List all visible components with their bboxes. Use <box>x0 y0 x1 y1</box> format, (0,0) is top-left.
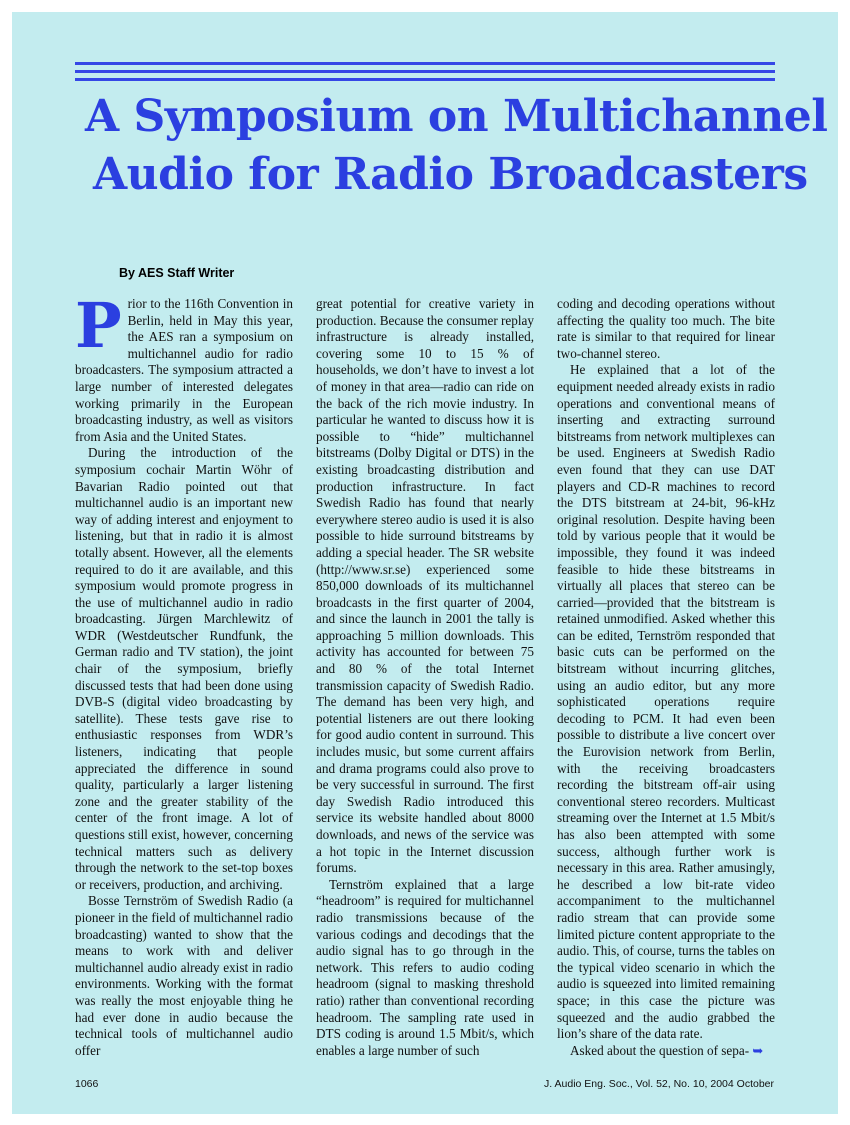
header-rule-1 <box>75 62 775 65</box>
page-number: 1066 <box>75 1078 99 1090</box>
paragraph: Bosse Ternström of Swedish Radio (a pioneer in the field of multichannel radio broadcasting) wanted to show that the means to work with and deliver multichannel audio already exist in radio environments. Working with the format was really the most enjoyable thing he had ever done in audio because the technical tools of multichannel audio offer <box>75 893 293 1058</box>
paragraph <box>557 1043 775 1061</box>
paragraph: coding and decoding operations without affecting the quality too much. The bite rate is similar to that required for linear two-channel stereo. <box>557 296 775 361</box>
paragraph: During the introduction of the symposium cochair Martin Wöhr of Bavarian Radio pointed out that multichannel audio is an important new way of adding interest and enjoyment to listening, but that in radio it is almost totally absent. However, all the elements required to do it are available, and this symposium would promote progress in the use of multichannel audio in radio broadcasting. Jürgen Marchlewitz of WDR (Westdeutscher Rundfunk, the German radio and TV station), the joint chair of the symposium, briefly discussed tests that had been done using DVB-S (digital video broadcasting by satellite). These tests gave rise to enthusiastic responses from WDR’s listeners, indicating that people appreciated the difference in sound quality, particularly a larger listening zone and the greater stability of the center of the front image. A lot of questions still exist, however, concerning technical matters such as delivery through the network to the set-top boxes or receivers, production, and archiving. <box>75 445 293 892</box>
paragraph: He explained that a lot of the equipment needed already exists in radio operations and conventional means of inserting and extracting surround bitstreams from network multiplexes can be used. Engineers at Swedish Radio even found that they can use DAT players and CD-R machines to record the DTS bitstream at 24-bit, 96-kHz original resolution. Despite having been told by various people that it would be impossible, they found it was indeed feasible to hide these bitstreams in virtually all places that stereo can be carried—provided that the bitstream is retained unmodified. Asked whether this can be edited, Ternström responded that basic cuts can be performed on the bitstream without incurring glitches, using an audio editor, but any more sophisticated operations require decoding to PCM. It had even been possible to distribute a live concert over the Eurovision network from Berlin, with the receiving broadcasters recording the bitstream off-air using conventional stereo recorders. Multicast streaming over the Internet at 1.5 Mbit/s has also been attempted with some success, although further work is necessary in this area. Rather amusingly, he described a low bit-rate video accompaniment to the multichannel radio stream that can provide some limited picture content appropriate to the audio. This, of course, turns the tables on the typical video scenario in which the audio is squeezed into limited remaining space; in this case the picture was squeezed and the audio grabbed the lion’s share of the data rate. <box>557 362 775 1042</box>
article-title-line-2: Audio for Radio Broadcasters <box>93 149 808 200</box>
drop-cap: P <box>75 289 122 362</box>
header-rule-3 <box>75 78 775 81</box>
paragraph <box>75 289 293 445</box>
header-rule-2 <box>75 70 775 73</box>
continue-arrow-icon: ➥ <box>752 1043 764 1059</box>
article-title-line-1: A Symposium on Multichannel <box>85 91 828 142</box>
column-2 <box>316 296 534 1059</box>
paragraph-text: Asked about the question of sepa- <box>570 1042 750 1058</box>
column-3 <box>557 296 775 1060</box>
journal-citation: J. Audio Eng. Soc., Vol. 52, No. 10, 2004 October <box>544 1078 774 1090</box>
article-title <box>85 88 828 204</box>
paragraph: Ternström explained that a large “headroom” is required for multichannel radio transmissions because of the various codings and decodings that the audio signal has to go through in the network. This refers to audio coding headroom (signal to masking threshold ratio) rather than conventional recording headroom. The sampling rate used in DTS coding is around 1.5 Mbit/s, which enables a large number of such <box>316 876 534 1058</box>
paragraph-text: rior to the 116th Convention in Berlin, held in May this year, the AES ran a symposium on multichannel audio for radio broadcasters. The symposium attracted a large number of interested delegates working primarily in the European broadcasting industry, as well as visitors from Asia and the United States. <box>75 296 293 444</box>
column-1 <box>75 289 293 1059</box>
byline: By AES Staff Writer <box>119 266 235 280</box>
paragraph: great potential for creative variety in production. Because the consumer replay infrastructure is already installed, covering some 10 to 15 % of households, we don’t have to invest a lot of money in that area—radio can ride on the back of the rich movie industry. In particular he wanted to discuss how it is possible to “hide” multichannel bitstreams (Dolby Digital or DTS) in the existing broadcasting distribution and production infrastructure. In fact Swedish Radio has found that nearly everywhere stereo audio is used it is also possible to hide surround bitstreams by adding a special header. The SR website (http://www.sr.se) experienced some 850,000 downloads of its multichannel broadcasts in the first quarter of 2004, and since the launch in 2001 the tally is approaching 5 million downloads. This activity has accounted for between 75 and 80 % of the total Internet transmission capacity of Swedish Radio. The demand has been very high, and potential listeners are out there looking for good audio content in surround. This includes music, but some current affairs and drama programs could also prove to be very successful in surround. The first day Swedish Radio introduced this service its website handled about 8000 downloads, and news of the service was a hot topic in the Internet discussion forums. <box>316 296 534 876</box>
